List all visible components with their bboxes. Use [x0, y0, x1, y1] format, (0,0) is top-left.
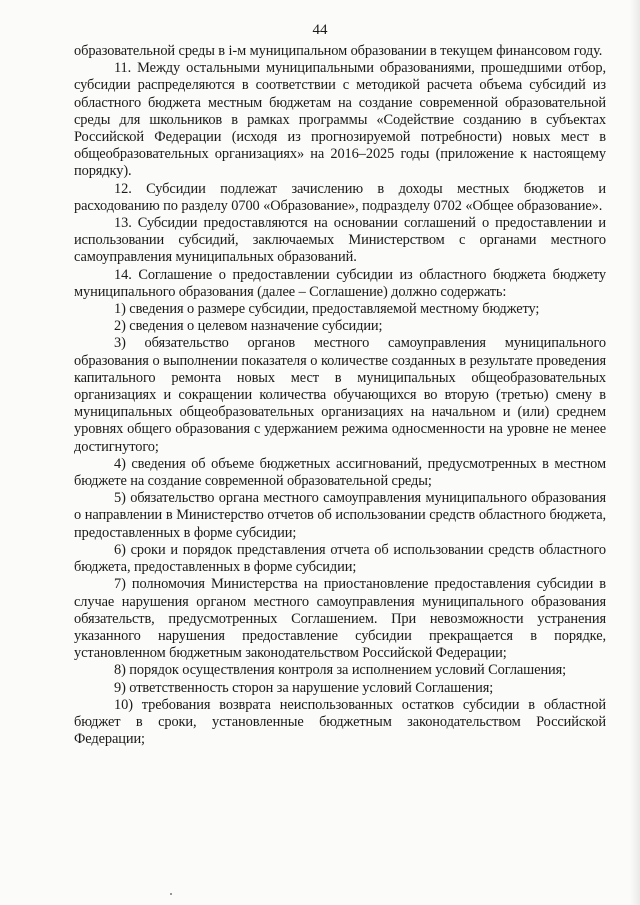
list-item-7: 7) полномочия Министерства на приостановление предоставления субсидии в случае нарушения органом местного самоуправления муниципального образования обязательств, предусмотренных Соглашением. При невозможности устранения указанного нарушения предоставление субсидии прекращается в порядке, установленном бюджетным законодательством Российской Федерации; [74, 576, 606, 662]
list-item-6: 6) сроки и порядок представления отчета об использовании средств областного бюджета, предоставленных в форме субсидии; [74, 541, 606, 576]
paragraph-11: 11. Между остальными муниципальными образованиями, прошедшими отбор, субсидии распределяются в соответствии с методикой расчета объема субсидий из областного бюджета местным бюджетам на создание современной образовательной среды для школьников в рамках программы «Содействие созданию в субъектах Российской Федерации (исходя из прогнозируемой потребности) новых мест в общеобразовательных организациях» на 2016–2025 годы (приложение к настоящему порядку). [74, 60, 606, 180]
page-edge-shadow [630, 0, 640, 905]
paragraph-14: 14. Соглашение о предоставлении субсидии из областного бюджета бюджету муниципального образования (далее – Соглашение) должно содержать: [74, 266, 606, 300]
list-item-3: 3) обязательство органов местного самоуправления муниципального образования о выполнении показателя о количестве созданных в результате проведения капитального ремонта новых мест в муниципальных общеобразовательных организациях и сокращении количества обучающихся во вторую (третью) смену в муниципальных общеобразовательных организациях на начальном и (или) среднем уровнях общего образования с удержанием режима односменности на уровне не менее достигнутого; [74, 335, 606, 455]
list-item-9: 9) ответственность сторон за нарушение условий Соглашения; [114, 679, 494, 696]
list-item-1: 1) сведения о размере субсидии, предоставляемой местному бюджету; [114, 301, 540, 318]
list-item-4: 4) сведения об объеме бюджетных ассигнований, предусмотренных в местном бюджете на создание современной образовательной среды; [74, 455, 606, 490]
paragraph-continuation: образовательной среды в i-м муниципальном образовании в текущем финансовом году. [74, 43, 603, 59]
page-number: 44 [312, 22, 328, 38]
list-item-5: 5) обязательство органа местного самоуправления муниципального образования о направлении в Министерство отчетов об использовании средств областного бюджета, предоставленных в форме субсидии; [74, 490, 606, 541]
list-item-8: 8) порядок осуществления контроля за исполнением условий Соглашения; [114, 662, 567, 679]
list-item-10: 10) требования возврата неиспользованных остатков субсидии в областной бюджет в сроки, установленные бюджетным законодательством Российской Федерации; [74, 696, 606, 748]
paragraph-13: 13. Субсидии предоставляются на основании соглашений о предоставлении и использовании субсидий, заключаемых Министерством с органами местного самоуправления муниципальных образований. [74, 215, 606, 266]
list-item-2: 2) сведения о целевом назначение субсидии; [114, 318, 383, 335]
scan-speck [170, 893, 172, 895]
paragraph-12: 12. Субсидии подлежат зачислению в доходы местных бюджетов и расходованию по разделу 0700 «Образование», подразделу 0702 «Общее образование». [74, 180, 606, 214]
document-body [74, 43, 606, 748]
